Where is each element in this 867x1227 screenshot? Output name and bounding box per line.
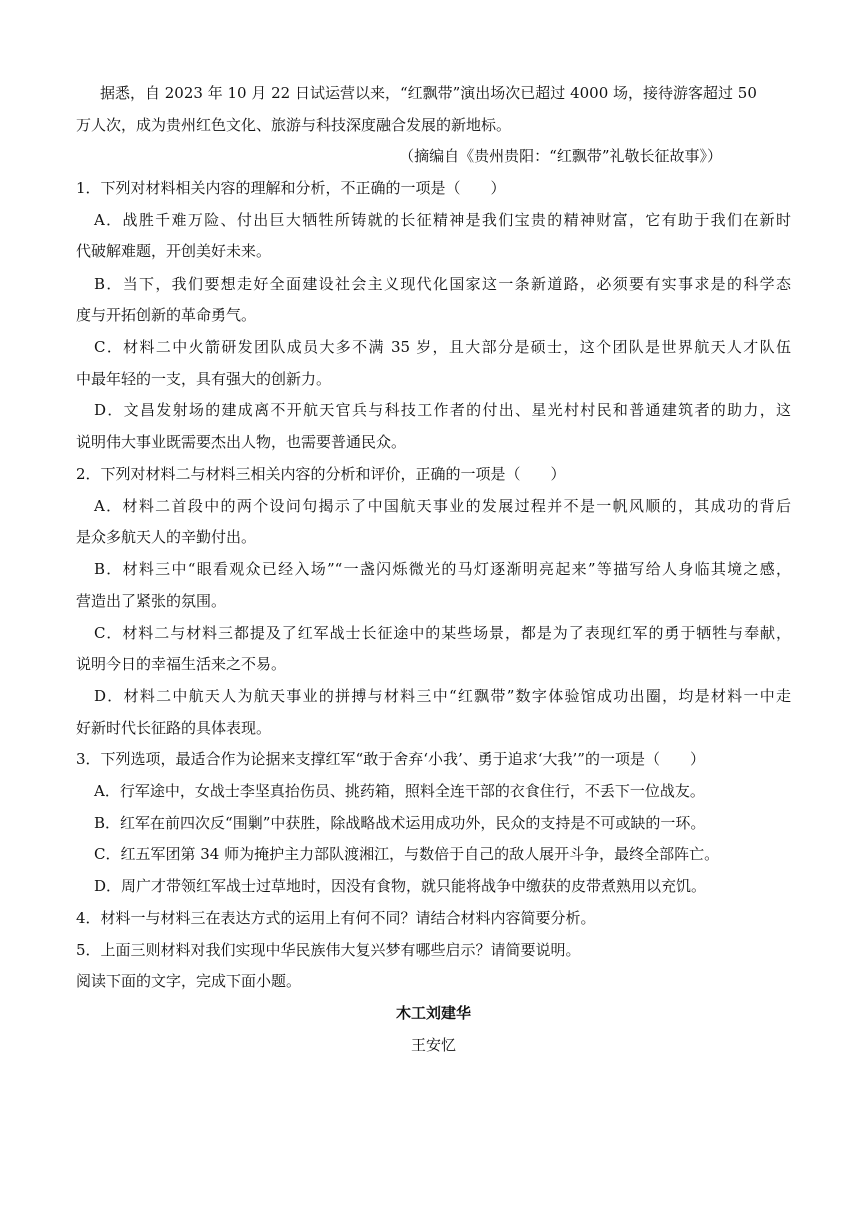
q2-option-c: C．材料二与材料三都提及了红军战士长征途中的某些场景，都是为了表现红军的勇于牺牲与奉献， [94,624,791,642]
question-4: 4．材料一与材料三在表达方式的运用上有何不同？请结合材料内容简要分析。 [76,909,596,927]
q2-option-d: D．材料二中航天人为航天事业的拼搏与材料三中“红飘带”数字体验馆成功出圈，均是材料一中走 [94,687,791,705]
q3-option-d: D．周广才带领红军战士过草地时，因没有食物，就只能将战争中缴获的皮带煮熟用以充饥。 [94,877,707,895]
q3-option-b: B．红军在前四次反“围剿”中获胜，除战略战术运用成功外，民众的支持是不可或缺的一环。 [94,814,706,832]
q2-option-a: A．材料二首段中的两个设问句揭示了中国航天事业的发展过程并不是一帆风顺的，其成功的背后 [94,497,791,515]
q1-option-a: A．战胜千难万险、付出巨大牺牲所铸就的长征精神是我们宝贵的精神财富，它有助于我们在新时 [94,211,791,229]
q1-option-d: D．文昌发射场的建成离不开航天官兵与科技工作者的付出、星光村村民和普通建筑者的助力，这 [94,401,791,419]
source-citation: （摘编自《贵州贵阳：“红飘带”礼敬长征故事》） [399,147,722,165]
reading-prompt: 阅读下面的文字，完成下面小题。 [76,972,302,990]
question-2-stem: 2．下列对材料二与材料三相关内容的分析和评价，正确的一项是（ ） [76,465,566,483]
q2-option-c-cont: 说明今日的幸福生活来之不易。 [76,655,287,673]
intro-line-1: 据悉，自 2023 年 10 月 22 日试运营以来，“红飘带”演出场次已超过 4000 场，接待游客超过 50 [100,84,757,102]
story-author: 王安忆 [410,1036,456,1054]
q1-option-a-cont: 代破解难题，开创美好未来。 [76,242,272,260]
q3-option-c: C．红五军团第 34 师为掩护主力部队渡湘江，与数倍于自己的敌人展开斗争，最终全部阵亡。 [94,845,720,863]
question-5: 5．上面三则材料对我们实现中华民族伟大复兴梦有哪些启示？请简要说明。 [76,941,581,959]
q2-option-a-cont: 是众多航天人的辛勤付出。 [76,528,257,546]
story-title: 木工刘建华 [395,1004,471,1022]
q1-option-c: C．材料二中火箭研发团队成员大多不满 35 岁，且大部分是硕士，这个团队是世界航天人才队伍 [94,338,791,356]
q1-option-d-cont: 说明伟大事业既需要杰出人物，也需要普通民众。 [76,433,407,451]
question-1-stem: 1．下列对材料相关内容的理解和分析，不正确的一项是（ ） [76,179,506,197]
q1-option-b: B．当下，我们要想走好全面建设社会主义现代化国家这一条新道路，必须要有实事求是的科学态 [94,275,791,293]
intro-line-2: 万人次，成为贵州红色文化、旅游与科技深度融合发展的新地标。 [76,116,512,134]
q1-option-c-cont: 中最年轻的一支，具有强大的创新力。 [76,370,332,388]
q2-option-b: B．材料三中“眼看观众已经入场”“一盏闪烁微光的马灯逐渐明亮起来”等描写给人身临其境之感， [94,560,791,578]
q2-option-d-cont: 好新时代长征路的具体表现。 [76,719,272,737]
question-3-stem: 3．下列选项，最适合作为论据来支撑红军“敢于舍弃‘小我’、勇于追求‘大我’”的一项是（ ） [76,750,705,768]
q3-option-a: A．行军途中，女战士李坚真抬伤员、挑药箱，照料全连干部的衣食住行，不丢下一位战友。 [94,782,705,800]
q2-option-b-cont: 营造出了紧张的氛围。 [76,592,227,610]
q1-option-b-cont: 度与开拓创新的革命勇气。 [76,306,257,324]
